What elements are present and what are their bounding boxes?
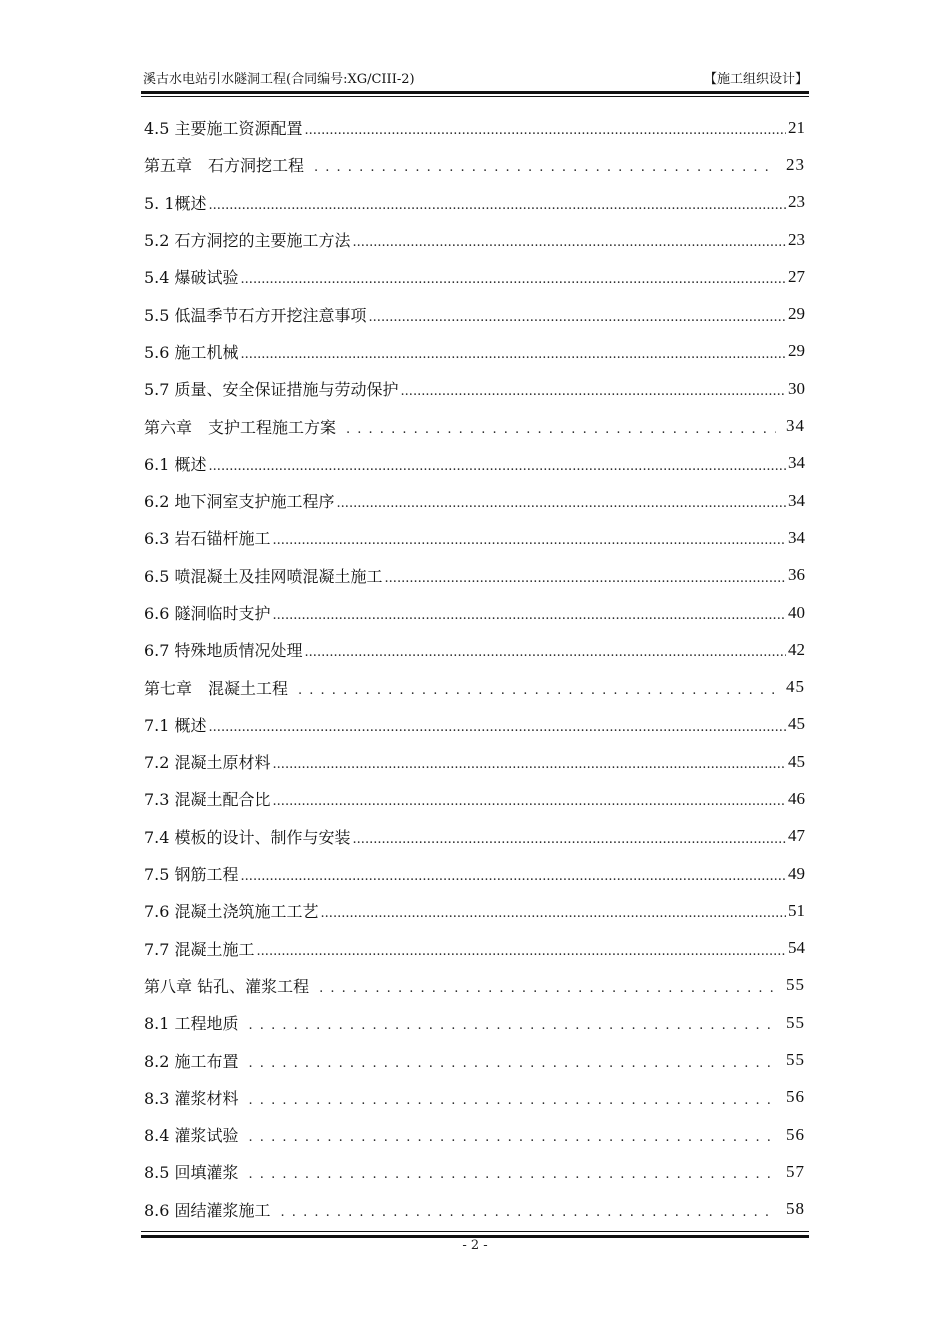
toc-entry-page: 54 <box>788 938 805 958</box>
toc-entry-title: 7.4 模板的设计、制作与安装 <box>144 827 351 847</box>
toc-entry-title: 8.4 灌浆试验 <box>144 1126 239 1146</box>
toc-dot-leader <box>321 906 786 921</box>
toc-entry-title: 5.4 爆破试验 <box>144 268 239 288</box>
toc-dot-leader <box>209 459 786 474</box>
toc-entry-page: 34 <box>788 527 805 547</box>
toc-entry[interactable] <box>144 1004 805 1041</box>
toc-entry-page: 55 <box>786 1050 805 1070</box>
toc-dot-leader <box>353 832 786 847</box>
toc-entry[interactable] <box>144 1079 805 1116</box>
toc-entry-page: 29 <box>788 304 805 324</box>
toc-dot-leader <box>305 645 786 660</box>
toc-dot-leader <box>249 1056 776 1071</box>
toc-entry-page: 23 <box>788 229 805 249</box>
toc-entry-title: 7.6 混凝土浇筑施工工艺 <box>144 902 319 922</box>
toc-dot-leader <box>249 1093 776 1108</box>
toc-dot-leader <box>249 1018 776 1033</box>
toc-entry-title: 4.5 主要施工资源配置 <box>144 119 303 139</box>
toc-dot-leader <box>319 981 776 996</box>
toc-entry-title: 8.3 灌浆材料 <box>144 1088 239 1108</box>
toc-dot-leader <box>273 757 786 772</box>
toc-entry-title: 6.3 岩石锚杆施工 <box>144 529 271 549</box>
toc-entry-title: 5.6 施工机械 <box>144 342 239 362</box>
toc-dot-leader <box>257 944 786 959</box>
toc-entry-page: 45 <box>788 714 805 734</box>
toc-entry-page: 58 <box>786 1199 805 1219</box>
toc-entry-page: 49 <box>788 863 805 883</box>
toc-dot-leader <box>273 794 786 809</box>
header-rule <box>141 91 809 94</box>
header-section-title: 【施工组织设计】 <box>703 72 808 87</box>
toc-dot-leader <box>209 720 786 735</box>
toc-entry[interactable] <box>144 967 805 1004</box>
toc-entry[interactable] <box>144 445 805 482</box>
toc-entry[interactable] <box>144 333 805 370</box>
toc-dot-leader <box>241 347 786 362</box>
toc-entry-page: 55 <box>786 1012 805 1032</box>
toc-entry-title: 6.2 地下洞室支护施工程序 <box>144 492 335 512</box>
toc-entry-page: 57 <box>786 1161 805 1181</box>
toc-entry[interactable] <box>144 818 805 855</box>
toc-entry-title: 第六章 支护工程施工方案 <box>144 417 337 437</box>
toc-entry-title: 第八章 钻孔、灌浆工程 <box>144 976 310 996</box>
toc-entry[interactable] <box>144 855 805 892</box>
toc-entry-title: 7.2 混凝土原材料 <box>144 753 271 773</box>
table-of-contents <box>144 109 805 1228</box>
toc-entry-page: 27 <box>788 266 805 286</box>
toc-entry[interactable] <box>144 519 805 556</box>
toc-entry-page: 34 <box>788 490 805 510</box>
toc-entry-title: 第七章 混凝土工程 <box>144 678 289 698</box>
toc-entry[interactable] <box>144 631 805 668</box>
footer-rule-thin <box>141 1231 809 1232</box>
toc-dot-leader <box>249 1130 776 1145</box>
toc-entry-page: 56 <box>786 1124 805 1144</box>
toc-dot-leader <box>346 422 776 437</box>
toc-entry-title: 8.2 施工布置 <box>144 1051 239 1071</box>
toc-entry-title: 5.5 低温季节石方开挖注意事项 <box>144 305 367 325</box>
toc-dot-leader <box>314 160 776 175</box>
toc-entry-title: 5.7 质量、安全保证措施与劳动保护 <box>144 380 399 400</box>
toc-entry-title: 7.1 概述 <box>144 715 207 735</box>
toc-entry[interactable] <box>144 407 805 444</box>
toc-dot-leader <box>305 123 786 138</box>
toc-entry-page: 30 <box>788 378 805 398</box>
toc-dot-leader <box>273 533 786 548</box>
toc-entry-title: 8.6 固结灌浆施工 <box>144 1200 271 1220</box>
toc-entry[interactable] <box>144 930 805 967</box>
toc-entry[interactable] <box>144 1116 805 1153</box>
page-header <box>143 66 808 90</box>
toc-entry-title: 第五章 石方洞挖工程 <box>144 156 305 176</box>
toc-dot-leader <box>353 235 786 250</box>
toc-dot-leader <box>369 310 786 325</box>
toc-dot-leader <box>241 869 786 884</box>
toc-entry-page: 45 <box>788 751 805 771</box>
toc-dot-leader <box>241 272 786 287</box>
toc-entry[interactable] <box>144 295 805 332</box>
toc-entry-page: 42 <box>788 639 805 659</box>
toc-entry-page: 51 <box>788 900 805 920</box>
toc-entry-page: 46 <box>788 788 805 808</box>
toc-entry-title: 7.5 钢筋工程 <box>144 865 239 885</box>
toc-entry-title: 6.6 隧洞临时支护 <box>144 604 271 623</box>
toc-entry[interactable] <box>144 184 805 221</box>
toc-entry-page: 56 <box>786 1087 805 1107</box>
toc-entry[interactable] <box>144 892 805 929</box>
toc-entry[interactable] <box>144 221 805 258</box>
toc-entry[interactable] <box>144 370 805 407</box>
toc-entry-page: 45 <box>786 677 805 697</box>
toc-entry-page: 23 <box>788 192 805 212</box>
header-project-title: 溪古水电站引水隧洞工程(合同编号:XG/CIII-2) <box>143 72 415 87</box>
toc-entry[interactable] <box>144 258 805 295</box>
toc-entry-title: 7.7 混凝土施工 <box>144 939 255 959</box>
toc-entry[interactable] <box>144 1153 805 1190</box>
toc-entry[interactable] <box>144 146 805 183</box>
toc-entry-page: 36 <box>788 565 805 585</box>
toc-entry[interactable] <box>144 1191 805 1228</box>
toc-entry-title: 5.2 石方洞挖的主要施工方法 <box>144 231 351 251</box>
toc-dot-leader <box>273 608 786 623</box>
toc-dot-leader <box>281 1205 776 1220</box>
toc-dot-leader <box>401 384 786 399</box>
toc-entry-page: 29 <box>788 341 805 361</box>
toc-entry[interactable] <box>144 109 805 146</box>
toc-dot-leader <box>385 571 786 586</box>
toc-dot-leader <box>298 683 776 698</box>
toc-entry[interactable] <box>144 706 805 743</box>
toc-dot-leader <box>337 496 786 511</box>
toc-dot-leader <box>249 1167 776 1182</box>
toc-entry[interactable] <box>144 1041 805 1078</box>
toc-entry-page: 23 <box>786 154 805 174</box>
toc-entry[interactable] <box>144 557 805 594</box>
toc-entry-title: 7.3 混凝土配合比 <box>144 790 271 810</box>
toc-entry-title: 6.7 特殊地质情况处理 <box>144 641 303 661</box>
toc-entry-page: 34 <box>786 416 805 436</box>
toc-entry-title: 5. 1概述 <box>144 193 207 213</box>
toc-entry-title: 8.1 工程地质 <box>144 1014 239 1034</box>
toc-dot-leader <box>209 198 786 213</box>
toc-entry-title: 6.1 概述 <box>144 454 207 474</box>
toc-entry-page: 40 <box>788 602 805 622</box>
toc-entry-title: 8.5 回填灌浆 <box>144 1163 239 1183</box>
page-number: - 2 - <box>462 1238 488 1253</box>
toc-entry-page: 21 <box>788 117 805 137</box>
toc-entry[interactable] <box>144 668 805 705</box>
toc-entry-page: 55 <box>786 975 805 995</box>
header-rule-thin <box>141 96 809 97</box>
toc-entry-title: 6.5 喷混凝土及挂网喷混凝土施工 <box>144 566 383 586</box>
toc-entry-page: 34 <box>788 453 805 473</box>
toc-entry[interactable] <box>144 743 805 780</box>
toc-entry[interactable] <box>144 482 805 519</box>
toc-entry[interactable] <box>144 780 805 817</box>
toc-entry-page: 47 <box>788 826 805 846</box>
toc-entry[interactable] <box>144 594 805 631</box>
